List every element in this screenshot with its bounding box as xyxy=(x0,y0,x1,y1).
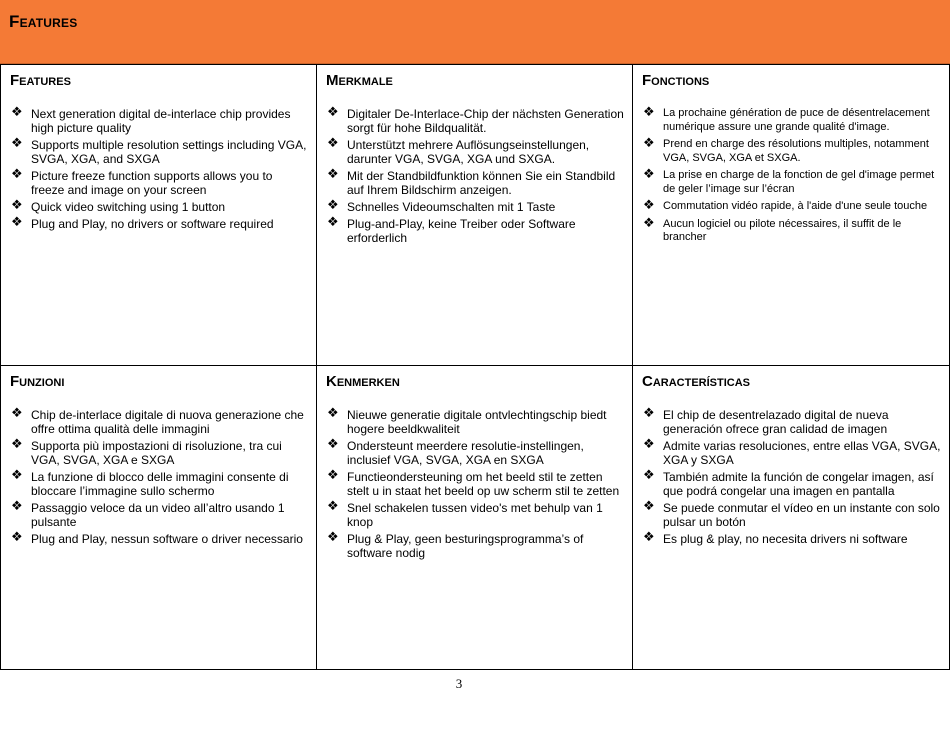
list-item: ❖ Functieondersteuning om het beeld stil te zetten stelt u in staat het beeld op uw scherm stil te zetten xyxy=(327,468,620,498)
list-item: ❖ Unterstützt mehrere Auflösungseinstellungen, darunter VGA, SVGA, XGA und SXGA. xyxy=(327,136,590,166)
feature-list xyxy=(326,107,624,245)
diamond-bullet-icon: ❖ xyxy=(11,105,23,120)
list-item: ❖ Next generation digital de-interlace chip provides high picture quality xyxy=(11,105,291,135)
section-title: Funzioni xyxy=(10,373,65,390)
feature-list xyxy=(642,408,941,546)
list-item: ❖ La prise en charge de la fonction de gel d'image permet de geler l’image sur l’écran xyxy=(643,167,935,195)
diamond-bullet-icon: ❖ xyxy=(643,198,655,213)
list-item: ❖ Schnelles Videoumschalten mit 1 Taste xyxy=(327,198,556,214)
list-item: ❖ La funzione di blocco delle immagini consente di bloccare l’immagine sullo schermo xyxy=(11,468,289,498)
section-german xyxy=(317,65,633,366)
list-item: ❖ Plug-and-Play, keine Treiber oder Software erforderlich xyxy=(327,215,576,245)
feature-list xyxy=(642,107,941,245)
feature-list xyxy=(10,107,308,231)
diamond-bullet-icon: ❖ xyxy=(327,136,339,151)
list-item: ❖ Nieuwe generatie digitale ontvlechtingschip biedt hogere beeldkwaliteit xyxy=(327,406,607,436)
diamond-bullet-icon: ❖ xyxy=(643,530,655,545)
diamond-bullet-icon: ❖ xyxy=(327,198,339,213)
diamond-bullet-icon: ❖ xyxy=(11,468,23,483)
section-title: Kenmerken xyxy=(326,373,400,390)
diamond-bullet-icon: ❖ xyxy=(11,167,23,182)
section-dutch xyxy=(317,366,633,669)
diamond-bullet-icon: ❖ xyxy=(327,437,339,452)
header-banner xyxy=(0,0,950,64)
list-item: ❖ Chip de-interlace digitale di nuova generazione che offre ottima qualità delle immagini xyxy=(11,406,304,436)
list-item: ❖ Passaggio veloce da un video all’altro usando 1 pulsante xyxy=(11,499,285,529)
diamond-bullet-icon: ❖ xyxy=(643,136,655,151)
diamond-bullet-icon: ❖ xyxy=(643,437,655,452)
list-item: ❖ Commutation vidéo rapide, à l'aide d'une seule touche xyxy=(643,198,928,213)
section-title: Features xyxy=(10,72,71,89)
feature-list xyxy=(10,408,308,546)
list-item: ❖ Mit der Standbildfunktion können Sie ein Standbild auf Ihrem Bildschirm anzeigen. xyxy=(327,167,616,197)
diamond-bullet-icon: ❖ xyxy=(643,468,655,483)
list-item: ❖ Supports multiple resolution settings including VGA, SVGA, XGA, and SXGA xyxy=(11,136,307,166)
diamond-bullet-icon: ❖ xyxy=(643,406,655,421)
list-item: ❖ Prend en charge des résolutions multiples, notamment VGA, SVGA, XGA et SXGA. xyxy=(643,136,929,164)
diamond-bullet-icon: ❖ xyxy=(327,215,339,230)
diamond-bullet-icon: ❖ xyxy=(11,499,23,514)
section-spanish xyxy=(633,366,949,669)
features-table xyxy=(0,64,950,670)
list-item: ❖ Es plug & play, no necesita drivers ni software xyxy=(643,530,908,546)
diamond-bullet-icon: ❖ xyxy=(643,167,655,182)
diamond-bullet-icon: ❖ xyxy=(327,105,339,120)
list-item: ❖ Aucun logiciel ou pilote nécessaires, il suffit de le brancher xyxy=(643,215,902,243)
diamond-bullet-icon: ❖ xyxy=(643,499,655,514)
list-item: ❖ También admite la función de congelar imagen, así que podrá congelar una imagen en pantalla xyxy=(643,468,934,498)
feature-list xyxy=(326,408,624,560)
list-item: ❖ Ondersteunt meerdere resolutie-instellingen, inclusief VGA, SVGA, XGA en SXGA xyxy=(327,437,584,467)
page-number: 3 xyxy=(455,676,463,691)
section-title: Características xyxy=(642,373,751,390)
section-title: Merkmale xyxy=(326,72,393,89)
list-item: ❖ Plug and Play, nessun software o driver necessario xyxy=(11,530,303,546)
diamond-bullet-icon: ❖ xyxy=(327,499,339,514)
list-item: ❖ Snel schakelen tussen video's met behulp van 1 knop xyxy=(327,499,603,529)
list-item: ❖ Se puede conmutar el vídeo en un instante con solo pulsar un botón xyxy=(643,499,940,529)
section-italian xyxy=(1,366,317,669)
list-item: ❖ Supporta più impostazioni di risoluzione, tra cui VGA, SVGA, XGA e SXGA xyxy=(11,437,282,467)
diamond-bullet-icon: ❖ xyxy=(327,468,339,483)
page-title: Features xyxy=(9,12,78,31)
list-item: ❖ El chip de desentrelazado digital de nueva generación ofrece gran calidad de imagen xyxy=(643,406,889,436)
list-item: ❖ Admite varias resoluciones, entre ellas VGA, SVGA, XGA y SXGA xyxy=(643,437,941,467)
list-item: ❖ Plug & Play, geen besturingsprogramma’s of software nodig xyxy=(327,530,584,560)
list-item: ❖ Digitaler De-Interlace-Chip der nächsten Generation sorgt für hohe Bildqualität. xyxy=(327,105,624,135)
diamond-bullet-icon: ❖ xyxy=(327,406,339,421)
list-item: ❖ Quick video switching using 1 button xyxy=(11,198,226,214)
diamond-bullet-icon: ❖ xyxy=(327,530,339,545)
section-english xyxy=(1,65,317,366)
diamond-bullet-icon: ❖ xyxy=(11,198,23,213)
diamond-bullet-icon: ❖ xyxy=(11,530,23,545)
diamond-bullet-icon: ❖ xyxy=(11,136,23,151)
diamond-bullet-icon: ❖ xyxy=(327,167,339,182)
section-french xyxy=(633,65,949,366)
diamond-bullet-icon: ❖ xyxy=(11,406,23,421)
diamond-bullet-icon: ❖ xyxy=(643,215,655,231)
diamond-bullet-icon: ❖ xyxy=(643,105,655,120)
list-item: ❖ Plug and Play, no drivers or software required xyxy=(11,215,274,231)
diamond-bullet-icon: ❖ xyxy=(11,437,23,452)
list-item: ❖ Picture freeze function supports allows you to freeze and image on your screen xyxy=(11,167,273,197)
section-title: Fonctions xyxy=(642,72,710,89)
diamond-bullet-icon: ❖ xyxy=(11,215,23,230)
list-item: ❖ La prochaine génération de puce de désentrelacement numérique assure une grande qualité d'image. xyxy=(643,105,930,133)
